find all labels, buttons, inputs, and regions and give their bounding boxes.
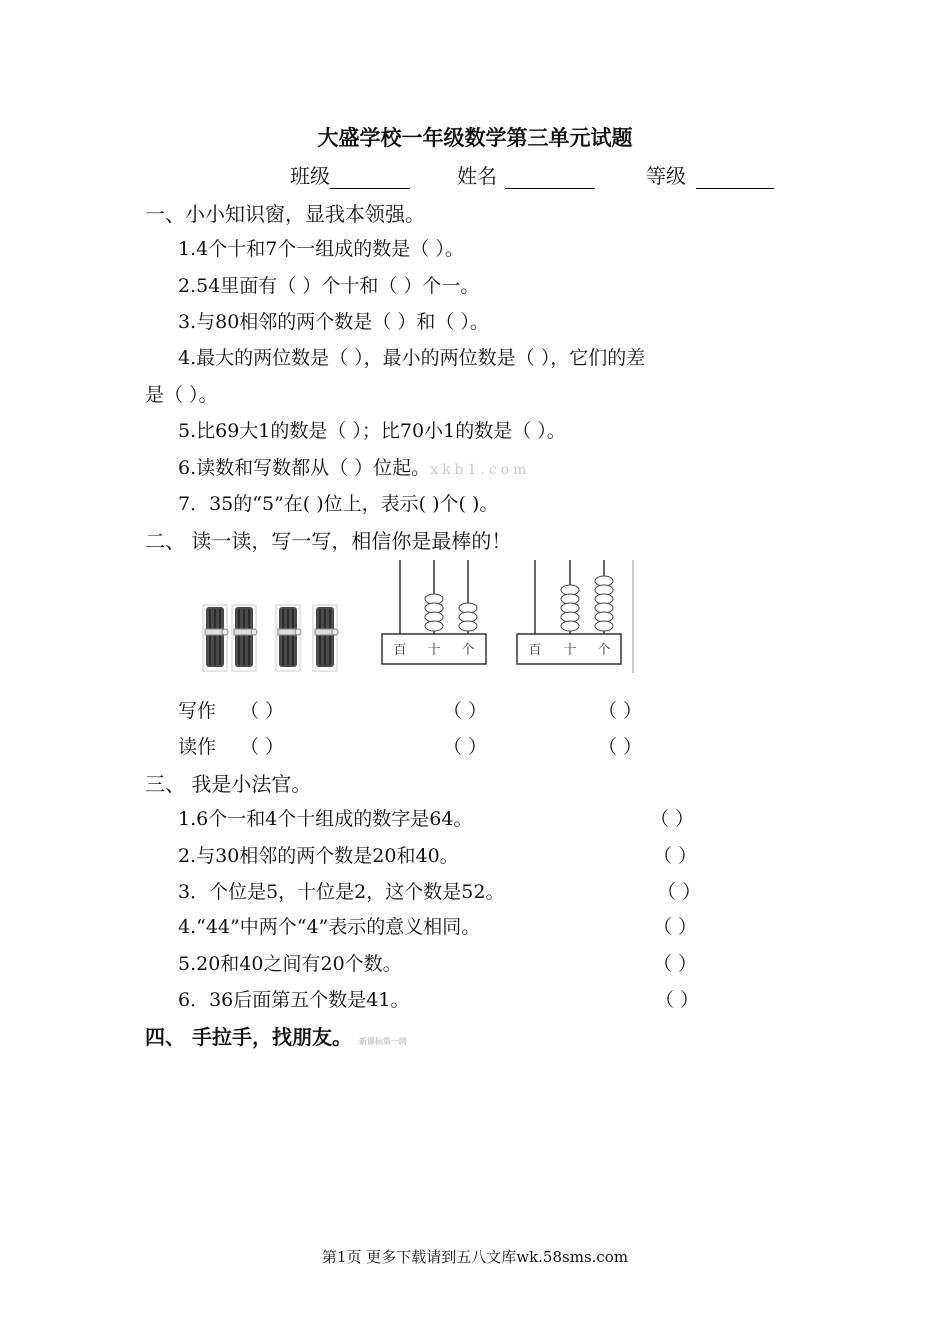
write-blank-1: （ ） <box>240 700 285 722</box>
read-blank-1: （ ） <box>240 736 285 758</box>
judge-item-2: 2.与30相邻的两个数是20和40。 <box>178 845 459 867</box>
question-1-6-text: 6.读数和写数都从（ ）位起。 <box>178 457 431 479</box>
class-field <box>290 160 410 189</box>
read-blank-2: （ ） <box>443 736 488 758</box>
section-4-title: 四、 手拉手，找朋友。 <box>145 1025 352 1049</box>
judge-item-4: 4.“44”中两个“4”表示的意义相同。 <box>178 916 481 938</box>
name-field <box>457 160 595 189</box>
grade-field <box>646 160 774 189</box>
question-1-4: 4.最大的两位数是（ ），最小的两位数是（ ），它们的差 <box>178 347 646 369</box>
grade-label: 等级 <box>646 164 686 188</box>
abacus-1-label-hundreds: 百 <box>393 643 407 658</box>
abacus-2 <box>517 560 633 673</box>
write-row-label: 写作 <box>178 700 217 722</box>
section-1-heading: 一、小小知识窗，显我本领强。 <box>145 202 425 226</box>
judge-blank-2: （ ） <box>653 845 698 867</box>
question-1-3: 3.与80相邻的两个数是（ ）和（ ）。 <box>178 311 489 333</box>
judge-blank-4: （ ） <box>653 916 698 938</box>
stick-bundles-image <box>203 605 338 671</box>
class-blank <box>330 166 410 189</box>
class-label: 班级 <box>290 164 330 188</box>
question-1-6 <box>178 453 530 480</box>
judge-blank-5: （ ） <box>653 953 698 975</box>
question-1-2: 2.54里面有（ ）个十和（ ）个一。 <box>178 275 480 297</box>
judge-item-6: 6．36后面第五个数是41。 <box>178 989 410 1011</box>
question-1-4-cont: 是（ ）。 <box>145 384 218 406</box>
page-title: 大盛学校一年级数学第三单元试题 <box>317 126 633 150</box>
question-1-5: 5.比69大1的数是（ ）；比70小1的数是（ ）。 <box>178 420 566 442</box>
section-4-heading <box>145 1021 407 1050</box>
judge-item-1: 1.6个一和4个十组成的数字是64。 <box>178 808 473 830</box>
write-blank-2: （ ） <box>443 700 488 722</box>
write-blank-3: （ ） <box>598 700 643 722</box>
read-blank-3: （ ） <box>598 736 643 758</box>
abacus-1-label-tens: 十 <box>427 643 441 658</box>
judge-blank-6: （ ） <box>655 989 700 1011</box>
judge-blank-3: （ ） <box>657 881 702 903</box>
section-3-heading: 三、 我是小法官。 <box>145 772 312 796</box>
judge-item-5: 5.20和40之间有20个数。 <box>178 953 402 975</box>
section-4-watermark: 新课标第一网 <box>358 1037 407 1046</box>
grade-blank <box>696 166 774 189</box>
name-blank <box>505 166 595 189</box>
section-2-heading: 二、 读一读，写一写，相信你是最棒的！ <box>145 529 512 553</box>
judge-blank-1: （ ） <box>650 808 695 830</box>
page-footer: 第1页 更多下载请到五八文库wk.58sms.com <box>321 1248 629 1266</box>
question-1-1: 1.4个十和7个一组成的数是（ ）。 <box>178 238 464 260</box>
abacus-1 <box>382 560 486 664</box>
abacus-2-label-tens: 十 <box>563 643 577 658</box>
judge-item-3: 3．个位是5，十位是2，这个数是52。 <box>178 881 505 903</box>
abacus-2-label-ones: 个 <box>597 643 611 658</box>
abacus-1-label-ones: 个 <box>461 643 475 658</box>
counting-illustrations <box>195 555 655 680</box>
question-1-7: 7．35的“5”在( )位上，表示( )个( )。 <box>178 493 499 515</box>
read-row-label: 读作 <box>178 736 217 758</box>
watermark-text: xkb1.com <box>430 462 531 478</box>
abacus-2-label-hundreds: 百 <box>528 643 542 658</box>
name-label: 姓名 <box>457 164 497 188</box>
